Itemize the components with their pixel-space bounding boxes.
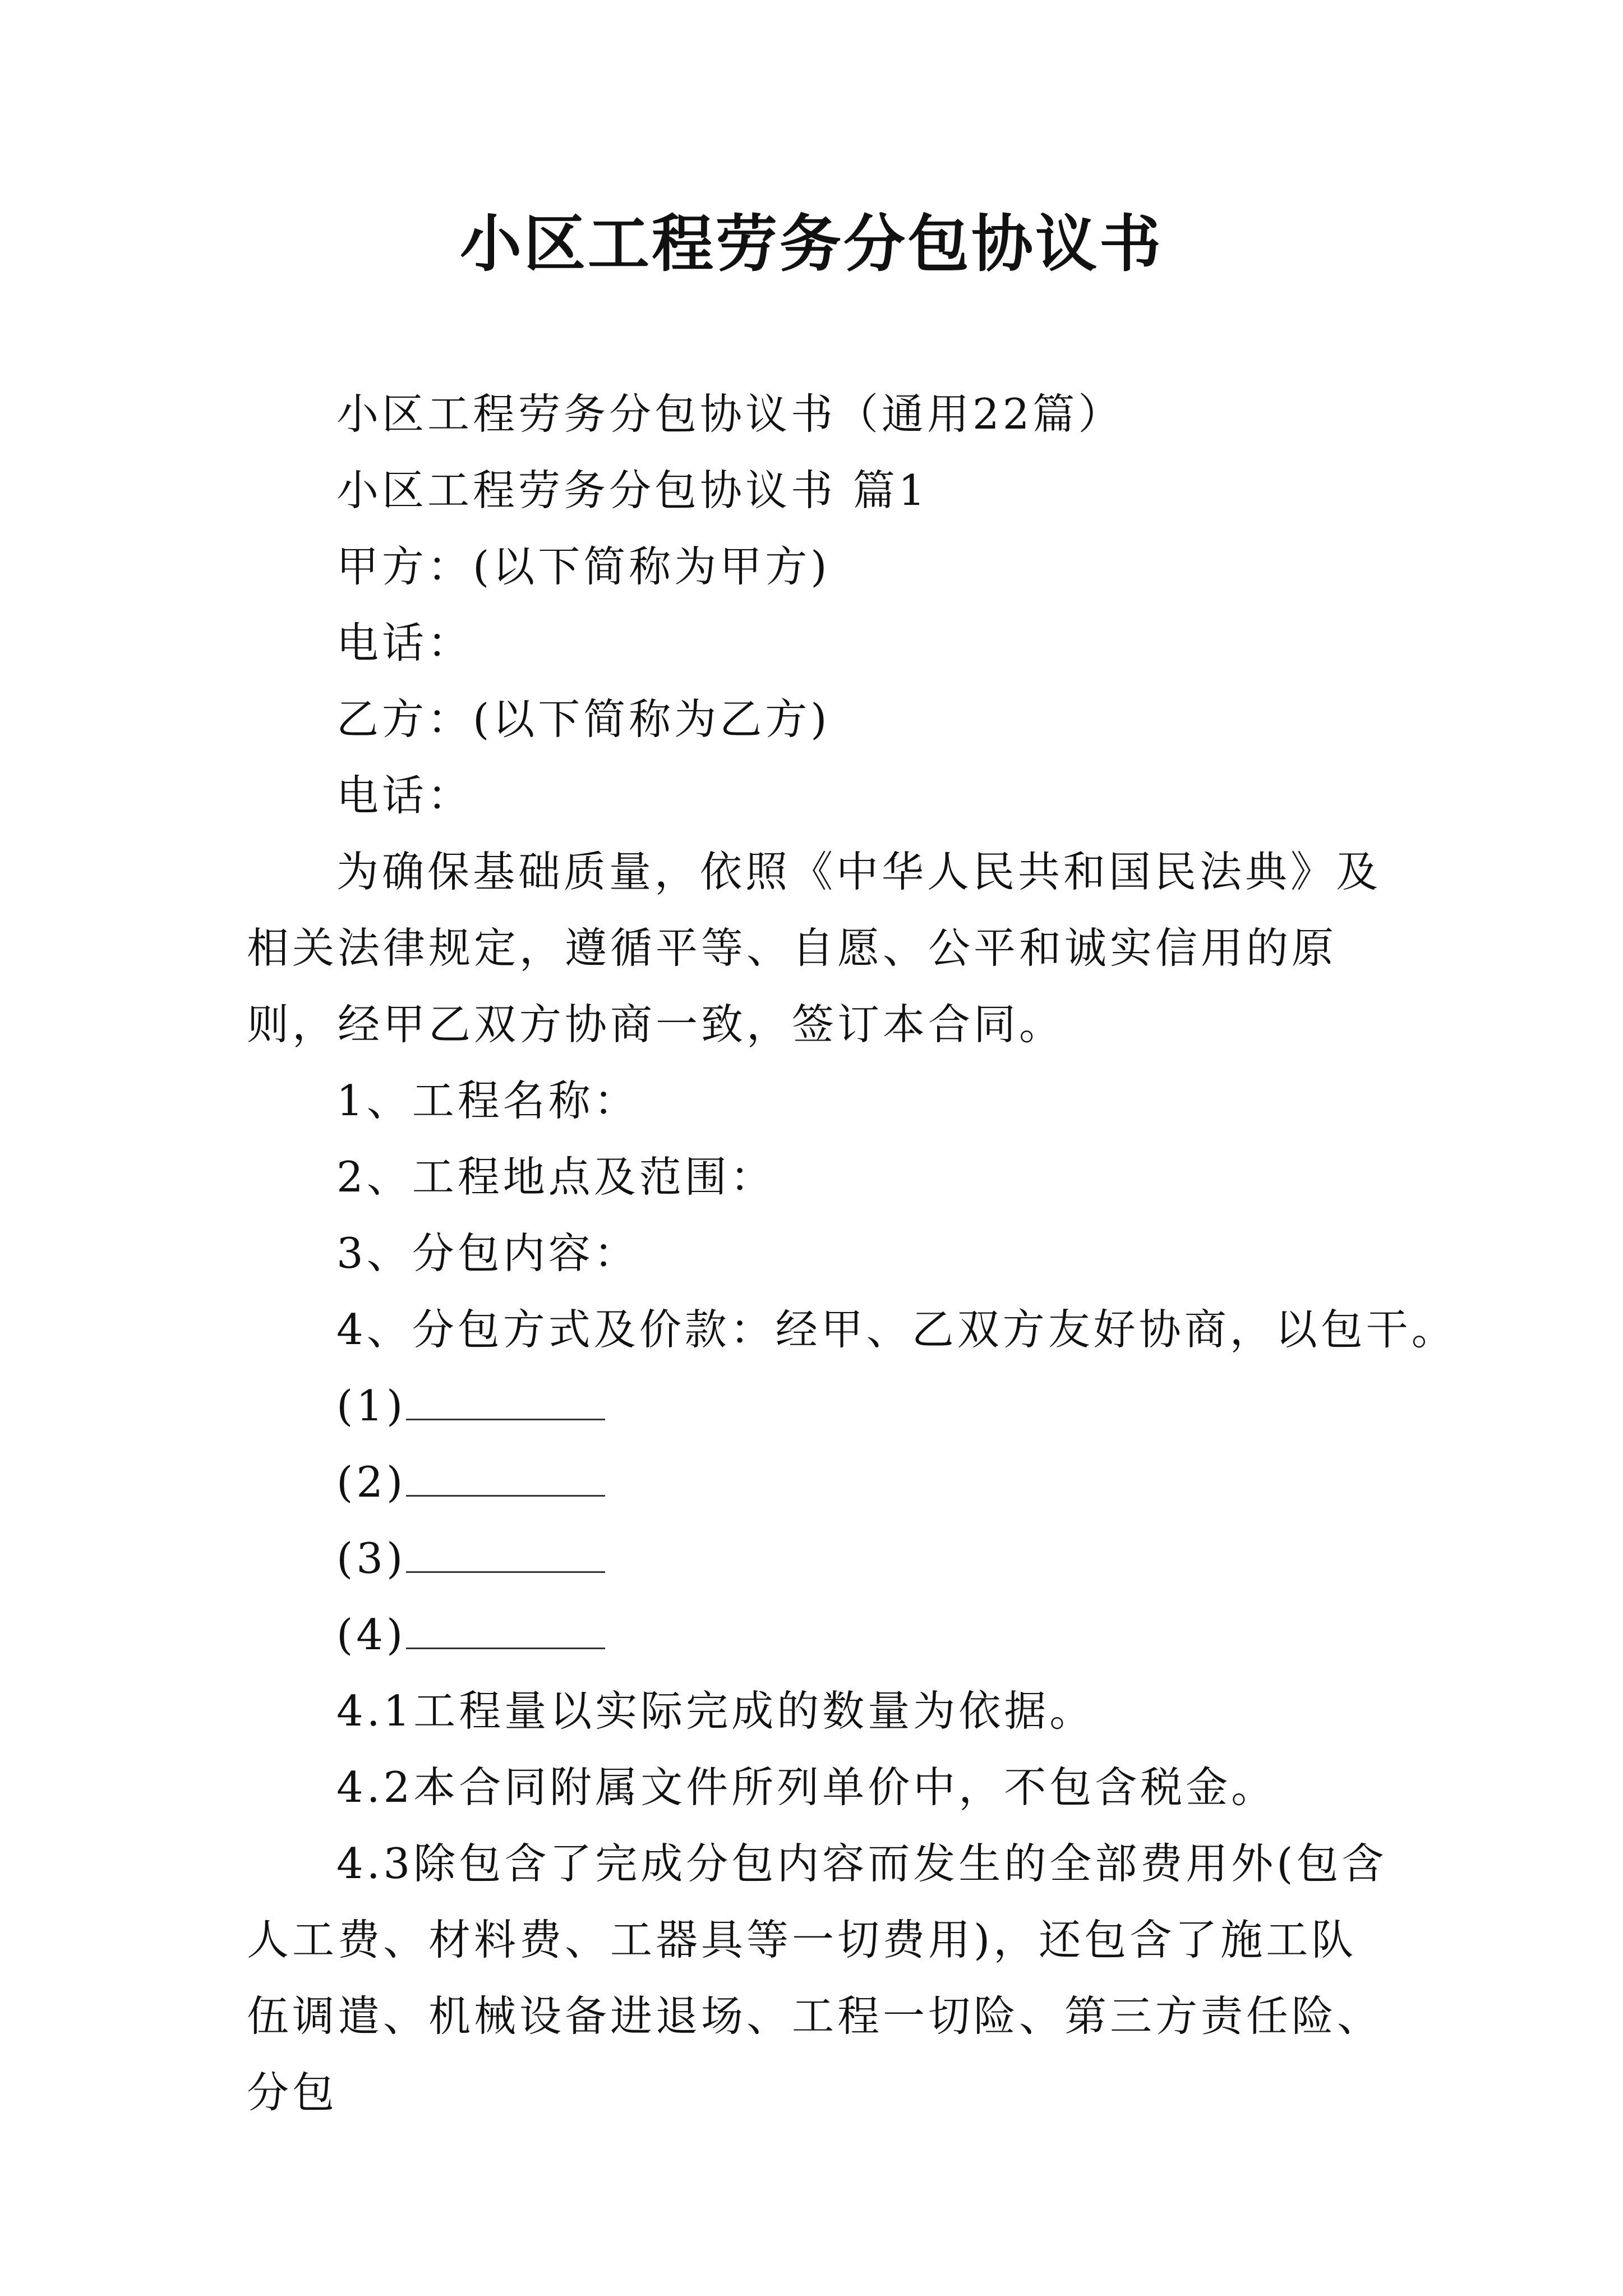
party-b-phone: 电话：	[336, 771, 473, 820]
document-body	[247, 376, 1457, 2131]
party-a-phone: 电话：	[336, 618, 473, 668]
fill-in-blank-1	[406, 1386, 605, 1420]
blank-line-3	[247, 1520, 1402, 1596]
item-subcontract-content: 3、分包内容：	[336, 1228, 639, 1278]
item-4-2: 4.2本合同附属文件所列单价中，不包含税金。	[336, 1763, 1277, 1812]
blank-label-4: (4)	[336, 1610, 407, 1659]
intro-paragraph: 为确保基础质量，依照《中华人民共和国民法典》及相关法律规定，遵循平等、自愿、公平和诚实信用的原则，经甲乙双方协商一致，签订本合同。	[247, 847, 1382, 1049]
item-project-location: 2、工程地点及范围：	[336, 1152, 776, 1202]
blank-label-2: (2)	[336, 1457, 407, 1507]
item-4-1: 4.1工程量以实际完成的数量为依据。	[336, 1686, 1095, 1736]
party-a-line: 甲方：(以下简称为甲方)	[336, 542, 831, 591]
blank-label-1: (1)	[336, 1381, 407, 1430]
fill-in-blank-4	[406, 1615, 605, 1649]
item-project-name: 1、工程名称：	[336, 1076, 639, 1125]
blank-label-3: (3)	[336, 1534, 407, 1583]
party-b-line: 乙方：(以下简称为乙方)	[336, 694, 831, 744]
blank-line-1	[247, 1368, 1402, 1444]
part-heading: 小区工程劳务分包协议书 篇1	[336, 466, 929, 515]
fill-in-blank-3	[406, 1539, 605, 1573]
item-4-3: 4.3除包含了完成分包内容而发生的全部费用外(包含人工费、材料费、工器具等一切费用)，还包含了施工队伍调遣、机械设备进退场、工程一切险、第三方责任险、分包	[247, 1839, 1387, 2117]
blank-line-2	[247, 1444, 1402, 1520]
fill-in-blank-2	[406, 1462, 605, 1497]
document-title: 小区工程劳务分包协议书	[460, 208, 1163, 280]
subtitle-paragraph: 小区工程劳务分包协议书（通用22篇）	[336, 389, 1124, 439]
item-subcontract-method: 4、分包方式及价款：经甲、乙双方友好协商，以包干。	[336, 1305, 1457, 1354]
blank-line-4	[247, 1596, 1402, 1673]
